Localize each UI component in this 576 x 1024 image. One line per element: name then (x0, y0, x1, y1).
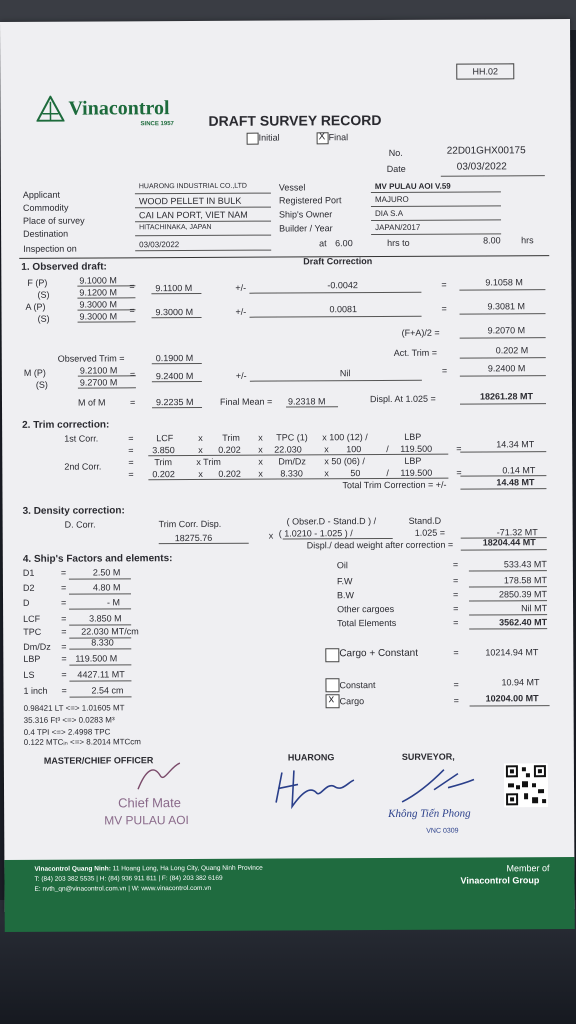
cell: = (128, 433, 134, 444)
conversion-3: 0.4 TPI <=> 2.4998 TPC (23, 727, 111, 737)
hrs-to-label: hrs to (387, 237, 410, 248)
conversion-1: 0.98421 LT <=> 1.01605 MT (23, 703, 125, 713)
final-mean-label: Final Mean = (219, 396, 273, 407)
ms-label: (S) (35, 379, 48, 390)
place-value: CAI LAN PORT, VIET NAM (138, 209, 248, 221)
trim-row4 (128, 467, 468, 480)
fp-label: F (P) (27, 277, 48, 288)
factor-value: 8.330 (91, 637, 114, 648)
vessel-label: Vessel (278, 182, 306, 193)
date-value: 03/03/2022 (456, 161, 507, 173)
ap-value: 9.3000 M (79, 299, 118, 310)
factor-eq: = (61, 613, 67, 624)
final-label: Final (328, 132, 349, 143)
cargo-value: 10204.00 MT (485, 693, 539, 704)
element-value: 533.43 MT (503, 559, 547, 570)
act-trim-value: 0.202 M (495, 345, 529, 356)
eq-sign: = (441, 303, 447, 314)
trim-row2 (128, 443, 468, 456)
cargo-constant-value: 10214.94 MT (485, 647, 539, 658)
section-factors: 4. Ship's Factors and elements: (22, 553, 173, 565)
factor-eq: = (61, 641, 67, 652)
commodity-label: Commodity (22, 202, 69, 213)
fa2-label: (F+A)/2 = (401, 327, 440, 338)
factor-value: - M (107, 597, 121, 608)
inspection-label: Inspection on (23, 243, 77, 254)
mofm-value: 9.2235 M (155, 396, 194, 408)
footer-group: Vinacontrol Group (460, 875, 540, 886)
act-trim-label: Act. Trim = (393, 347, 438, 358)
element-label: Total Elements (337, 617, 397, 629)
factor-label: TPC (23, 626, 42, 637)
factor-label: D1 (22, 567, 35, 578)
surveyor-signature-icon (398, 764, 478, 808)
observed-trim-label: Observed Trim = (57, 353, 125, 364)
displ-value: 18261.28 MT (479, 391, 534, 402)
dcorr-label: D. Corr. (64, 519, 96, 530)
second-corr-result: 0.14 MT (502, 465, 536, 476)
stand-d-label: Stand.D (408, 515, 442, 526)
trim-row1 (128, 431, 448, 444)
displ-label: Displ. At 1.025 = (369, 393, 436, 405)
factor-label: LBP (23, 653, 41, 664)
cell: = (128, 457, 134, 468)
element-row (337, 617, 548, 629)
total-trim-label: Total Trim Correction = +/- (342, 479, 447, 491)
cell: / (386, 467, 389, 478)
destination-label: Destination (23, 228, 69, 239)
eq-sign: = (129, 281, 135, 292)
element-eq: = (452, 589, 459, 600)
factor-eq: = (61, 685, 67, 696)
factor-label: 1 inch (23, 685, 48, 696)
to-value: 8.00 (483, 235, 501, 246)
density-formula-bottom: ( 1.0210 - 1.025 ) / (278, 528, 353, 539)
element-label: B.W (336, 590, 355, 601)
conversion-4: 0.122 MTCᵢₙ <=> 8.2014 MTCcm (23, 737, 141, 747)
surveyor-name: Không Tiến Phong (388, 807, 471, 820)
cell: x (258, 456, 263, 467)
footer-office-line (34, 865, 262, 873)
cell: x (258, 432, 263, 443)
no-label: No. (388, 147, 403, 158)
cell: x (258, 468, 263, 479)
after-correction-label: Displ./ dead weight after correction = (306, 539, 454, 551)
final-check-mark: X (318, 131, 326, 143)
plus-minus: +/- (235, 282, 247, 293)
cell: Dm/Dz (278, 456, 306, 467)
as-value: 9.3000 M (79, 311, 118, 322)
constant-eq: = (453, 679, 459, 690)
footer-office: Vinacontrol Quang Ninh: (34, 865, 111, 873)
cell: x 50 (06) / (324, 456, 365, 467)
builder-value: JAPAN/2017 (375, 222, 421, 233)
element-label: Oil (336, 560, 348, 571)
density-formula-top: ( Obser.D - Stand.D ) / (286, 516, 377, 527)
doc-code-box (456, 63, 514, 79)
a-mean: 9.3000 M (155, 306, 194, 318)
factor-eq: = (61, 626, 67, 637)
stamp-chief-mate: Chief Mate (118, 795, 182, 811)
owner-label: Ship's Owner (278, 209, 333, 220)
second-corr-label: 2nd Corr. (64, 461, 102, 472)
brand-name: Vinacontrol (68, 97, 170, 120)
cargo-constant-label: Cargo + Constant (339, 647, 419, 660)
cell: x 100 (12) / (322, 432, 368, 443)
a-corr: 0.0081 (329, 304, 358, 315)
element-row (336, 575, 547, 587)
m-mean: 9.2400 M (155, 370, 194, 382)
date-label: Date (386, 163, 406, 174)
factor-value: 2.54 cm (91, 685, 124, 696)
constant-checkbox (325, 678, 339, 692)
cell: / (386, 443, 389, 454)
cargo-check-mark: x (328, 693, 335, 706)
f-corr: -0.0042 (327, 280, 358, 291)
stamp-vessel: MV PULAU AOI (104, 813, 189, 828)
element-row (337, 603, 548, 615)
plus-minus: +/- (235, 306, 247, 317)
factor-label: LS (23, 669, 35, 680)
cell: 100 (346, 444, 362, 455)
factor-value: 2.50 M (92, 567, 121, 578)
m-result: 9.2400 M (487, 363, 526, 374)
plus-minus: +/- (235, 370, 247, 381)
cell: 119.500 (400, 443, 433, 454)
element-value: 2850.39 MT (498, 589, 548, 600)
section-density: 3. Density correction: (22, 505, 125, 517)
vinacontrol-logo-icon (36, 96, 64, 122)
huarong-label: HUARONG (287, 752, 335, 763)
port-value: MAJURO (374, 194, 409, 205)
cell: 50 (350, 468, 361, 479)
cell: 22.030 (274, 444, 302, 455)
cell: 8.330 (280, 468, 303, 479)
factor-value: 22.030 MT/cm (81, 626, 139, 637)
footer-address: 11 Hoang Long, Ha Long City, Quang Ninh Province (110, 864, 263, 873)
fp-value: 9.1000 M (79, 275, 117, 286)
element-row (336, 589, 548, 601)
hrs-label: hrs (521, 235, 534, 246)
cell: 0.202 (152, 469, 175, 480)
element-label: F.W (336, 576, 353, 587)
port-label: Registered Port (278, 195, 342, 206)
element-eq: = (453, 617, 459, 628)
footer-band (4, 857, 574, 932)
constant-value: 10.94 MT (501, 677, 540, 688)
eq-sign: = (441, 365, 448, 376)
cell: TPC (1) (276, 432, 308, 443)
owner-value: DIA S.A (374, 208, 404, 219)
conversion-2: 35.316 Ft³ <=> 0.0283 M³ (23, 715, 115, 725)
cell: x (324, 468, 329, 479)
factor-eq: = (60, 567, 67, 578)
at-value: 6.00 (335, 238, 353, 249)
first-corr-label: 1st Corr. (64, 433, 99, 444)
first-corr-result: 14.34 MT (496, 439, 535, 450)
fs-label: (S) (37, 289, 50, 300)
cell: x (198, 432, 203, 443)
section-observed: 1. Observed draft: (21, 261, 107, 273)
cargo-checkbox (326, 694, 340, 708)
cell: 0.202 (218, 444, 241, 455)
vessel-value: MV PULAU AOI V.59 (374, 181, 451, 192)
factor-value: 3.850 M (89, 613, 122, 624)
factor-value: 4.80 M (92, 582, 121, 593)
cell: 0.202 (218, 468, 241, 479)
cell: 3.850 (152, 445, 175, 456)
footer-emails: E: nvth_qn@vinacontrol.com.vn | W: www.vinacontrol.com.vn (34, 884, 212, 893)
fa2-value: 9.2070 M (487, 325, 526, 336)
huarong-signature-icon (272, 762, 358, 812)
mofm-label: M of M (77, 397, 106, 408)
document-sheet (0, 19, 575, 912)
density-x: x (268, 530, 274, 541)
factor-eq: = (61, 669, 67, 680)
factor-label: D (23, 597, 30, 608)
initial-checkbox (247, 133, 259, 145)
footer-member-of: Member of (506, 863, 550, 874)
initial-label: Initial (258, 132, 280, 143)
destination-value: HITACHINAKA, JAPAN (139, 223, 212, 232)
footer-phones: T: (84) 203 382 5535 | H: (84) 936 911 811 | F: (84) 203 382 6169 (34, 874, 223, 883)
ms-value: 9.2700 M (79, 377, 118, 388)
inspection-value: 03/03/2022 (139, 240, 180, 250)
a-result: 9.3081 M (487, 301, 526, 312)
cargo-eq: = (453, 695, 459, 706)
element-label: Other cargoes (337, 603, 395, 615)
cell: LBP (404, 455, 422, 466)
factor-eq: = (61, 597, 67, 608)
cell: x (258, 444, 263, 455)
mp-label: M (P) (23, 367, 46, 378)
surveyor-label: SURVEYOR, (401, 751, 455, 762)
qr-code-icon (504, 763, 548, 807)
ap-label: A (P) (25, 301, 46, 312)
cell: = (456, 467, 462, 478)
observed-trim-value: 0.1900 M (155, 352, 194, 364)
eq-sign: = (441, 279, 447, 290)
density-result: -71.32 MT (496, 527, 538, 538)
applicant-label: Applicant (22, 189, 60, 200)
cell: x (324, 444, 329, 455)
factor-eq: = (60, 582, 67, 593)
cell: x (198, 444, 203, 455)
element-eq: = (452, 575, 459, 586)
factor-value: 119.500 M (75, 653, 118, 664)
m-corr: Nil (339, 368, 351, 379)
applicant-value: HUARONG INDUSTRIAL CO.,LTD (138, 182, 248, 191)
trim-corr-disp-label: Trim Corr. Disp. (158, 518, 222, 530)
brand-since: SINCE 1957 (140, 121, 174, 128)
surveyor-code: VNC 0309 (426, 827, 459, 835)
no-value: 22D01GHX00175 (446, 145, 526, 157)
mp-value: 9.2100 M (79, 365, 118, 376)
element-value: Nil MT (521, 603, 548, 614)
cargo-constant-checkbox (325, 648, 339, 662)
fs-value: 9.1200 M (79, 287, 117, 298)
as-label: (S) (37, 313, 50, 324)
cell: LCF (156, 433, 174, 444)
trim-corr-disp-value: 18275.76 (174, 532, 213, 544)
element-eq: = (452, 559, 459, 570)
section-trim: 2. Trim correction: (22, 419, 110, 431)
final-mean-value: 9.2318 M (287, 396, 326, 407)
eq-sign: = (129, 397, 136, 408)
master-signature-icon (134, 759, 184, 799)
f-result: 9.1058 M (485, 277, 523, 288)
page-title: DRAFT SURVEY RECORD (208, 112, 382, 129)
master-label: MASTER/CHIEF OFFICER (43, 755, 154, 766)
factor-eq: = (61, 653, 67, 664)
cell: 119.500 (400, 467, 433, 478)
element-value: 178.58 MT (503, 575, 547, 586)
element-value: 3562.40 MT (499, 617, 548, 628)
element-row (336, 559, 547, 571)
stand-d-value: 1.025 = (414, 527, 445, 538)
builder-label: Builder / Year (279, 223, 333, 234)
cell: = (128, 469, 134, 480)
constant-label: Constant (339, 680, 376, 691)
cargo-constant-eq: = (453, 647, 459, 658)
factor-label: LCF (23, 613, 41, 624)
element-eq: = (453, 603, 459, 614)
factor-label: Dm/Dz (23, 641, 51, 652)
final-checkbox (317, 132, 329, 144)
after-correction-value: 18204.44 MT (482, 537, 536, 548)
total-trim-value: 14.48 MT (496, 477, 535, 488)
cell: x Trim (196, 456, 221, 467)
draft-correction-title: Draft Correction (303, 256, 373, 267)
f-mean: 9.1100 M (155, 282, 193, 294)
cell: Trim (222, 432, 240, 443)
eq-sign: = (129, 305, 135, 316)
cell: LBP (404, 431, 422, 442)
cell: = (128, 445, 134, 456)
cargo-label: Cargo (339, 696, 365, 707)
cell: Trim (154, 457, 173, 468)
cell: x (198, 468, 203, 479)
place-label: Place of survey (23, 215, 85, 226)
doc-code: HH.02 (472, 66, 499, 77)
factor-label: D2 (22, 582, 35, 593)
eq-sign: = (129, 369, 136, 380)
commodity-value: WOOD PELLET IN BULK (138, 195, 242, 207)
factor-value: 4427.11 MT (77, 669, 125, 680)
at-label: at (319, 238, 327, 249)
cell: = (456, 443, 462, 454)
